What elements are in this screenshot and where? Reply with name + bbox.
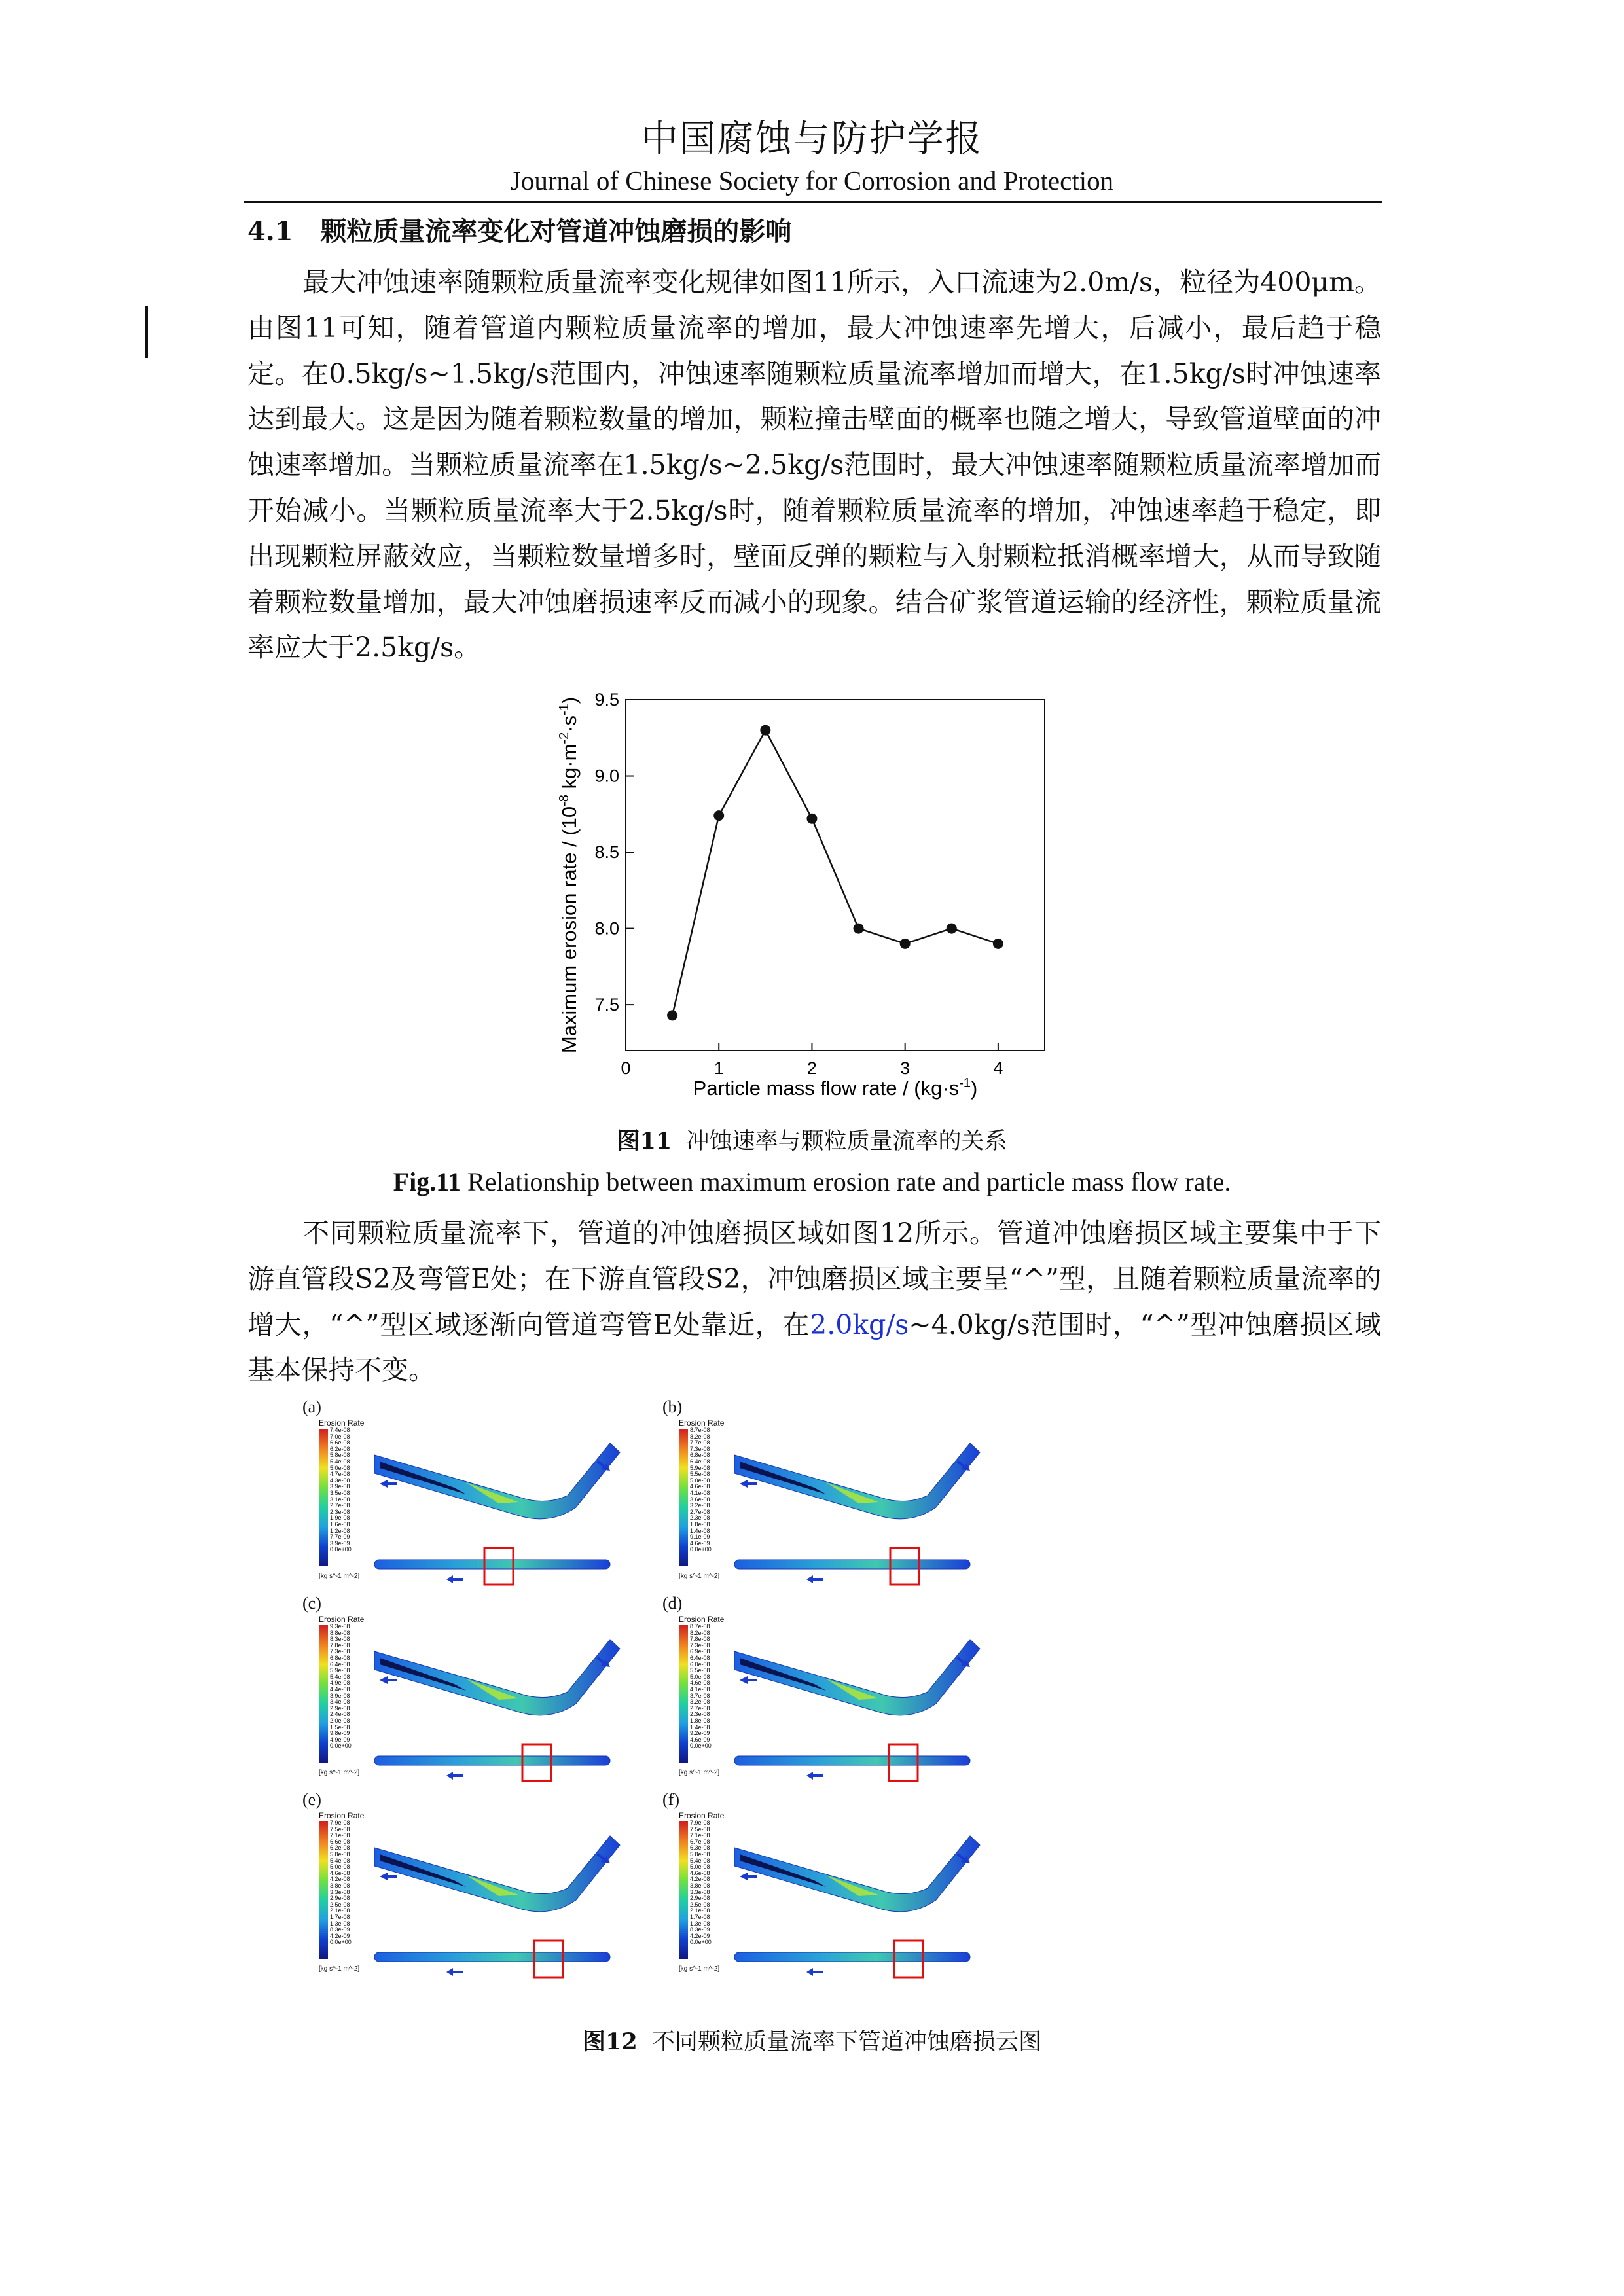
color-scale-tick: 7.8e-08 (690, 1636, 710, 1643)
x-tick-label: 0 (621, 1058, 631, 1078)
flow-arrow (380, 1873, 397, 1880)
color-scale-tick: 2.3e-08 (690, 1515, 710, 1522)
legend-title: Erosion Rate (679, 1418, 725, 1427)
color-scale-tick: 9.1e-09 (690, 1534, 710, 1541)
color-scale-tick: 3.9e-08 (330, 1692, 350, 1699)
figure-11-caption-en: Fig.11 Relationship between maximum erosion rate and particle mass flow rate. (393, 1167, 1231, 1196)
color-scale-tick: 8.2e-08 (690, 1433, 710, 1440)
data-point (947, 924, 957, 934)
color-scale-tick: 8.7e-08 (690, 1623, 710, 1630)
panel-label: (a) (302, 1397, 321, 1416)
color-scale-tick: 4.6e-09 (690, 1539, 710, 1547)
color-scale-tick: 6.9e-08 (690, 1648, 710, 1655)
color-scale-tick: 2.9e-08 (330, 1704, 350, 1712)
color-scale-tick: 5.8e-08 (690, 1850, 710, 1857)
straight-pipe (734, 1756, 970, 1765)
color-scale-tick: 6.2e-08 (330, 1445, 350, 1452)
color-scale-tick: 2.1e-08 (690, 1907, 710, 1914)
figure-11-chart (547, 684, 1097, 1116)
data-point (806, 814, 817, 824)
section-title: 颗粒质量流率变化对管道冲蚀磨损的影响 (320, 216, 792, 247)
panel-label: (c) (302, 1594, 321, 1613)
figure-12-panel (662, 1594, 1016, 1785)
legend-title: Erosion Rate (319, 1418, 365, 1427)
color-scale-tick: 5.5e-08 (690, 1471, 710, 1478)
data-point (900, 939, 911, 949)
data-point (854, 924, 864, 934)
color-scale-tick: 7.3e-08 (330, 1648, 350, 1655)
color-scale-tick: 5.0e-08 (330, 1863, 350, 1871)
color-scale-tick: 5.9e-08 (330, 1667, 350, 1674)
color-scale-tick: 4.2e-08 (330, 1876, 350, 1883)
data-point (760, 725, 770, 736)
color-scale-tick: 7.8e-08 (330, 1641, 350, 1649)
highlighted-text: 2.0kg/s (810, 1308, 909, 1340)
color-scale-tick: 2.3e-08 (330, 1508, 350, 1515)
color-scale-tick: 3.3e-08 (690, 1888, 710, 1895)
color-scale-tick: 2.7e-08 (330, 1502, 350, 1509)
color-scale-tick: 7.9e-08 (690, 1820, 710, 1826)
series-line (672, 730, 998, 1016)
pipe-contour (302, 1397, 656, 1588)
panel-label: (f) (662, 1790, 679, 1809)
color-scale-units: [kg s^-1 m^-2] (319, 1965, 360, 1973)
color-scale-tick: 3.5e-08 (330, 1489, 350, 1496)
color-scale-tick: 8.2e-08 (690, 1629, 710, 1636)
color-scale-tick: 2.5e-08 (690, 1901, 710, 1908)
color-scale-tick: 4.6e-08 (330, 1869, 350, 1876)
color-scale-tick: 3.9e-09 (330, 1539, 350, 1547)
color-scale-tick: 5.0e-08 (690, 1863, 710, 1871)
color-scale-tick: 6.0e-08 (690, 1660, 710, 1668)
color-scale-tick: 0.0e+00 (690, 1939, 712, 1946)
journal-title-cn: 中国腐蚀与防护学报 (641, 118, 983, 160)
legend-title: Erosion Rate (319, 1811, 365, 1820)
color-scale-tick: 7.9e-08 (330, 1820, 350, 1826)
paragraph-2: 不同颗粒质量流率下，管道的冲蚀磨损区域如图12所示。管道冲蚀磨损区域主要集中于下游直管段S2及弯管E处；在下游直管段S2，冲蚀磨损区域主要呈“^”型，且随着颗粒质量流率的增大，“^”型区域逐渐向管道弯管E处靠近，在2.0kg/s~4.0kg/s范围时，“^”型冲蚀磨损区域基本保持不变。 (247, 1217, 1382, 1386)
bent-pipe (374, 1836, 620, 1912)
color-scale-tick: 4.1e-08 (690, 1489, 710, 1496)
color-scale-units: [kg s^-1 m^-2] (319, 1769, 360, 1776)
color-scale-tick: 3.9e-08 (330, 1483, 350, 1490)
color-scale-tick: 5.0e-08 (330, 1464, 350, 1471)
color-scale-tick: 3.4e-08 (330, 1698, 350, 1706)
color-scale-tick: 6.3e-08 (690, 1844, 710, 1852)
axis-ticks (594, 690, 1003, 1078)
color-scale-tick: 0.0e+00 (690, 1546, 712, 1553)
color-scale-tick: 5.8e-08 (330, 1850, 350, 1857)
color-scale-tick: 5.0e-08 (690, 1673, 710, 1680)
change-bar (145, 306, 148, 358)
pipe-contour (302, 1594, 656, 1785)
legend-title: Erosion Rate (319, 1615, 365, 1624)
color-scale-tick: 2.9e-08 (330, 1895, 350, 1902)
flow-arrow (380, 1480, 397, 1488)
color-scale-tick: 2.0e-08 (330, 1717, 350, 1724)
color-scale-tick: 3.2e-08 (690, 1698, 710, 1706)
color-scale-tick: 9.2e-09 (690, 1730, 710, 1737)
color-scale-units: [kg s^-1 m^-2] (319, 1573, 360, 1580)
color-scale-tick: 6.4e-08 (330, 1660, 350, 1668)
journal-title-en: Journal of Chinese Society for Corrosion and Protection (510, 166, 1114, 196)
y-tick-label: 7.5 (594, 995, 619, 1015)
straight-pipe (374, 1952, 610, 1962)
flow-arrow (740, 1480, 757, 1488)
color-scale-tick: 3.8e-08 (330, 1882, 350, 1889)
color-scale-tick: 4.7e-08 (330, 1471, 350, 1478)
color-scale-tick: 3.8e-08 (690, 1882, 710, 1889)
color-scale-tick: 7.1e-08 (330, 1832, 350, 1839)
color-scale-units: [kg s^-1 m^-2] (679, 1965, 720, 1973)
color-scale-tick: 2.1e-08 (330, 1907, 350, 1914)
color-scale-tick: 2.4e-08 (330, 1711, 350, 1718)
paragraph-1: 最大冲蚀速率随颗粒质量流率变化规律如图11所示，入口流速为2.0m/s，粒径为400μm。由图11可知，随着管道内颗粒质量流率的增加，最大冲蚀速率先增大，后减小，最后趋于稳定。在0.5kg/s~1.5kg/s范围内，冲蚀速率随颗粒质量流率增加而增大，在1.5kg/s时冲蚀速率达到最大。这是因为随着颗粒数量的增加，颗粒撞击壁面的概率也随之增大，导致管道壁面的冲蚀速率增加。当颗粒质量流率在1.5kg/s~2.5kg/s范围时，最大冲蚀速率随颗粒质量流率增加而开始减小。当颗粒质量流率大于2.5kg/s时，随着颗粒质量流率的增加，冲蚀速率趋于稳定，即出现颗粒屏蔽效应，当颗粒数量增多时，壁面反弹的颗粒与入射颗粒抵消概率增大，从而导致随着颗粒数量增加，最大冲蚀磨损速率反而减小的现象。结合矿浆管道运输的经济性，颗粒质量流率应大于2.5kg/s。 (247, 266, 1381, 664)
color-scale-tick: 1.6e-08 (330, 1520, 350, 1528)
color-scale-tick: 4.9e-08 (330, 1679, 350, 1687)
color-scale-tick: 6.2e-08 (330, 1844, 350, 1852)
color-scale-tick: 5.5e-08 (690, 1667, 710, 1674)
color-scale-tick: 6.4e-08 (690, 1654, 710, 1661)
color-scale-tick: 1.3e-08 (330, 1920, 350, 1927)
color-scale-tick: 2.5e-08 (330, 1901, 350, 1908)
straight-pipe (374, 1756, 610, 1765)
bent-pipe (734, 1836, 980, 1912)
legend-title: Erosion Rate (679, 1811, 725, 1820)
pipe-contour (302, 1790, 656, 1981)
data-point (667, 1010, 677, 1020)
color-scale-tick: 8.3e-08 (330, 1636, 350, 1643)
color-scale-tick: 3.2e-08 (690, 1502, 710, 1509)
flow-arrow (740, 1873, 757, 1880)
straight-pipe (734, 1952, 970, 1962)
flow-arrow (806, 1575, 823, 1583)
color-scale-tick: 5.9e-08 (690, 1464, 710, 1471)
color-scale-tick: 4.6e-08 (690, 1679, 710, 1687)
color-scale-tick: 7.7e-09 (330, 1534, 350, 1541)
color-scale-tick: 3.1e-08 (330, 1496, 350, 1503)
color-scale-tick: 1.7e-08 (330, 1913, 350, 1920)
color-scale-tick: 1.8e-08 (690, 1717, 710, 1724)
color-scale-tick: 9.8e-09 (330, 1730, 350, 1737)
color-scale-tick: 1.5e-08 (330, 1723, 350, 1731)
header-rule (244, 201, 1382, 203)
x-tick-label: 3 (900, 1058, 911, 1078)
color-scale-tick: 5.0e-08 (690, 1477, 710, 1484)
color-scale-tick: 4.3e-08 (330, 1477, 350, 1484)
color-scale-tick: 8.3e-09 (330, 1926, 350, 1933)
color-scale-tick: 7.1e-08 (690, 1832, 710, 1839)
color-scale-tick: 3.6e-08 (690, 1496, 710, 1503)
legend-title: Erosion Rate (679, 1615, 725, 1624)
color-scale-tick: 6.8e-08 (690, 1452, 710, 1459)
section-number: 4.1 (247, 216, 293, 247)
color-scale-tick: 5.4e-08 (330, 1458, 350, 1465)
color-scale-tick: 2.7e-08 (690, 1508, 710, 1515)
straight-pipe (374, 1560, 610, 1569)
color-scale-tick: 8.7e-08 (690, 1427, 710, 1433)
color-scale-tick: 4.2e-08 (690, 1876, 710, 1883)
data-point (993, 939, 1003, 949)
y-axis-label: Maximum erosion rate / ($10^{-8}$ $kg\cdot m^{-2}\cdot s^{-1}$) (557, 696, 581, 1054)
bent-pipe (734, 1640, 980, 1715)
figure-12-panel (302, 1397, 656, 1588)
pipe-contour (662, 1397, 1016, 1588)
color-scale-tick: 6.7e-08 (690, 1838, 710, 1845)
bent-pipe (374, 1443, 620, 1519)
color-scale-tick: 8.3e-09 (690, 1926, 710, 1933)
panel-label: (e) (302, 1790, 321, 1809)
color-scale-tick: 4.6e-08 (690, 1869, 710, 1876)
color-scale-tick: 1.2e-08 (330, 1527, 350, 1534)
bent-pipe (734, 1443, 980, 1519)
x-tick-label: 2 (806, 1058, 817, 1078)
color-scale-tick: 9.3e-08 (330, 1623, 350, 1630)
figure-12-panel (662, 1397, 1016, 1588)
data-point (713, 810, 724, 821)
color-scale-tick: 4.1e-08 (690, 1685, 710, 1693)
color-scale-tick: 3.7e-08 (690, 1692, 710, 1699)
x-tick-label: 1 (713, 1058, 724, 1078)
flow-arrow (740, 1676, 757, 1684)
flow-arrow (806, 1772, 823, 1780)
pipe-contour (662, 1790, 1016, 1981)
color-scale-tick: 7.3e-08 (690, 1445, 710, 1452)
color-scale-tick: 4.6e-09 (690, 1736, 710, 1743)
color-scale-tick: 4.2e-09 (690, 1932, 710, 1939)
y-tick-label: 9.5 (594, 690, 619, 709)
panel-label: (d) (662, 1594, 683, 1613)
color-scale-tick: 7.5e-08 (690, 1825, 710, 1833)
x-axis-label: Particle mass flow rate / $(kg\cdot s^{-1})$ (693, 1076, 978, 1100)
flow-arrow (806, 1968, 823, 1976)
y-tick-label: 8.0 (594, 918, 619, 939)
color-scale-tick: 0.0e+00 (330, 1742, 352, 1749)
color-scale-tick: 2.3e-08 (690, 1711, 710, 1718)
color-scale-tick: 6.8e-08 (330, 1654, 350, 1661)
color-scale-tick: 6.6e-08 (330, 1838, 350, 1845)
figure-12-panel (302, 1790, 656, 1981)
color-scale-tick: 0.0e+00 (330, 1546, 352, 1553)
color-scale-tick: 5.4e-08 (330, 1673, 350, 1680)
color-scale-tick: 7.0e-08 (330, 1433, 350, 1440)
color-scale-tick: 5.8e-08 (330, 1452, 350, 1459)
color-scale-tick: 7.4e-08 (330, 1427, 350, 1433)
color-scale-tick: 2.9e-08 (690, 1895, 710, 1902)
color-scale-tick: 1.7e-08 (690, 1913, 710, 1920)
bent-pipe (374, 1640, 620, 1715)
color-scale-tick: 7.5e-08 (330, 1825, 350, 1833)
color-scale-tick: 7.7e-08 (690, 1439, 710, 1446)
color-scale-tick: 1.4e-08 (690, 1723, 710, 1731)
color-scale-tick: 1.3e-08 (690, 1920, 710, 1927)
color-scale-tick: 6.4e-08 (690, 1458, 710, 1465)
color-scale-units: [kg s^-1 m^-2] (679, 1573, 720, 1580)
color-scale-tick: 0.0e+00 (690, 1742, 712, 1749)
color-scale-tick: 5.4e-08 (330, 1857, 350, 1864)
color-scale-tick: 4.6e-08 (690, 1483, 710, 1490)
pipe-contour (662, 1594, 1016, 1785)
flow-arrow (446, 1575, 463, 1583)
color-scale-tick: 2.7e-08 (690, 1704, 710, 1712)
figure-12-panel (302, 1594, 656, 1785)
color-scale-tick: 8.8e-08 (330, 1629, 350, 1636)
color-scale-tick: 3.3e-08 (330, 1888, 350, 1895)
color-scale-tick: 0.0e+00 (330, 1939, 352, 1946)
figure-12-panel (662, 1790, 1016, 1981)
flow-arrow (446, 1772, 463, 1780)
panel-label: (b) (662, 1397, 683, 1416)
color-scale-units: [kg s^-1 m^-2] (679, 1769, 720, 1776)
color-scale-tick: 7.3e-08 (690, 1641, 710, 1649)
color-scale-tick: 6.6e-08 (330, 1439, 350, 1446)
color-scale-tick: 1.4e-08 (690, 1527, 710, 1534)
y-tick-label: 8.5 (594, 842, 619, 863)
color-scale-tick: 1.8e-08 (690, 1520, 710, 1528)
flow-arrow (380, 1676, 397, 1684)
flow-arrow (446, 1968, 463, 1976)
section-heading (247, 211, 791, 248)
color-scale-tick: 1.9e-08 (330, 1515, 350, 1522)
color-scale-tick: 4.9e-09 (330, 1736, 350, 1743)
color-scale-tick: 4.4e-08 (330, 1685, 350, 1693)
color-scale-tick: 5.4e-08 (690, 1857, 710, 1864)
x-tick-label: 4 (993, 1058, 1003, 1078)
straight-pipe (734, 1560, 970, 1569)
y-tick-label: 9.0 (594, 766, 619, 786)
color-scale-tick: 4.2e-09 (330, 1932, 350, 1939)
figure-12-caption-cn: 图12 不同颗粒质量流率下管道冲蚀磨损云图 (583, 2028, 1041, 2055)
figure-11-caption-cn: 图11 冲蚀速率与颗粒质量流率的关系 (617, 1128, 1007, 1155)
